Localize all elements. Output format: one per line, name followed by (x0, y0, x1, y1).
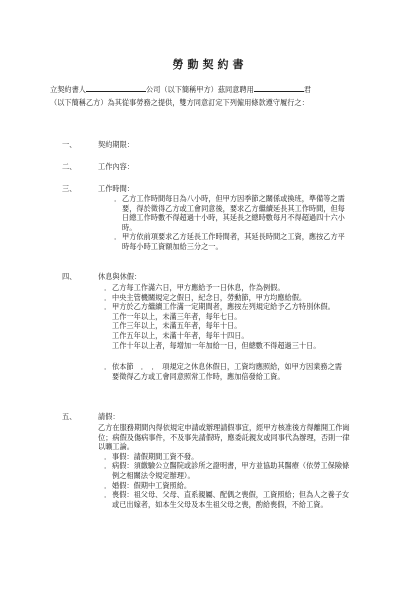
annual-leave-list (104, 312, 344, 350)
list-item: ． 喪假：祖父母、父母、直系親屬、配偶之喪假，工資照給；但為人之養子女或已出嫁者，如本生父母及本生祖父母之喪，酌給喪假，不給工資。 (104, 490, 350, 509)
list-item: ． 甲方於乙方繼續工作滿一定期間者，應按左列規定給予乙方特別休假。 (104, 302, 335, 312)
intro-text-a: 立契約書人 (50, 85, 86, 94)
rest-leave-body (104, 283, 344, 381)
company-name-blank (86, 84, 146, 92)
intro-text-b: 公司（以下簡稱甲方）茲同意聘用 (145, 85, 254, 94)
section-number: 四、 (62, 272, 77, 281)
intro-text-c: 君 (303, 85, 311, 94)
list-item: ． 依本節 ． ． 項規定之休息休假日，工資均應照給，如甲方因業務之需要徵得乙方或工會同意照常工作時，應加倍發給工資。 (104, 362, 342, 381)
list-item: ． 婚假：假期中工資照給。 (104, 480, 192, 490)
leave-line: 工作十年以上者，每增加一年加給一日，但總數不得超過三十日。 (112, 340, 321, 350)
section-heading: 契約期限： (98, 140, 134, 149)
leave-line: 工作一年以上，未滿三年者，每年七日。 (112, 311, 242, 321)
section-heading: 工作時間： (98, 184, 134, 193)
intro-paragraph (50, 84, 370, 109)
section-heading: 請假： (98, 412, 120, 421)
list-item: ． 乙方每工作滿六日，甲方應給予一日休息，作為例假。 (104, 283, 285, 292)
intro-line-2: （以下簡稱乙方）為其從事勞務之提供，雙方同意訂定下列僱用條款遵守履行之： (50, 97, 309, 107)
list-item: ． 乙方工作時間每日為八小時，但甲方因季節之關係或換班，準備等之需要，得於徵得乙方或工會同意後，要求乙方繼續延長其工作時間，但每日總工作時數不得超過十小時，其延長之總時數每月不得超過四十六小時。 (114, 194, 345, 232)
leave-request-body (98, 423, 350, 509)
section-number: 三、 (62, 184, 77, 193)
section-number: 五、 (62, 412, 77, 421)
leave-line: 工作三年以上，未滿五年者，每年十日。 (112, 321, 242, 331)
intro-line-1 (50, 84, 370, 97)
leave-request-paragraph: 乙方在服務期間內得依規定申請或辦理請假事宜，經甲方核准後方得離開工作崗位；病假及傷病事件，不及事先請假時，應委託親友或同事代為辦理，否則一律以曠工論。 (98, 423, 350, 452)
leave-types-list (98, 452, 350, 510)
section-heading: 工作內容： (98, 162, 134, 171)
list-item: ． 甲方依前項要求乙方延長工作時間者，其延長時間之工資，應按乙方平時每小時工資額加給三分之一。 (114, 232, 345, 251)
section-number: 二、 (62, 162, 77, 171)
leave-line: 工作五年以上，未滿十年者，每年十四日。 (112, 330, 249, 340)
working-hours-body (114, 194, 346, 252)
section-number: 一、 (62, 140, 77, 149)
list-item: ． 病假：須繳驗公立醫院或診所之證明書，甲方並協助其醫療（依勞工保險條例之相關法令規定辦理）。 (104, 461, 350, 480)
list-item: ． 事假：請假期間工資不發。 (104, 451, 199, 461)
employee-name-blank (254, 84, 304, 92)
document-title: 勞動契約書 (172, 58, 248, 71)
list-item: ． 中央主管機關規定之假日，紀念日，勞動節，甲方均應給假。 (104, 292, 307, 302)
section-heading: 休息與休假： (98, 272, 142, 281)
